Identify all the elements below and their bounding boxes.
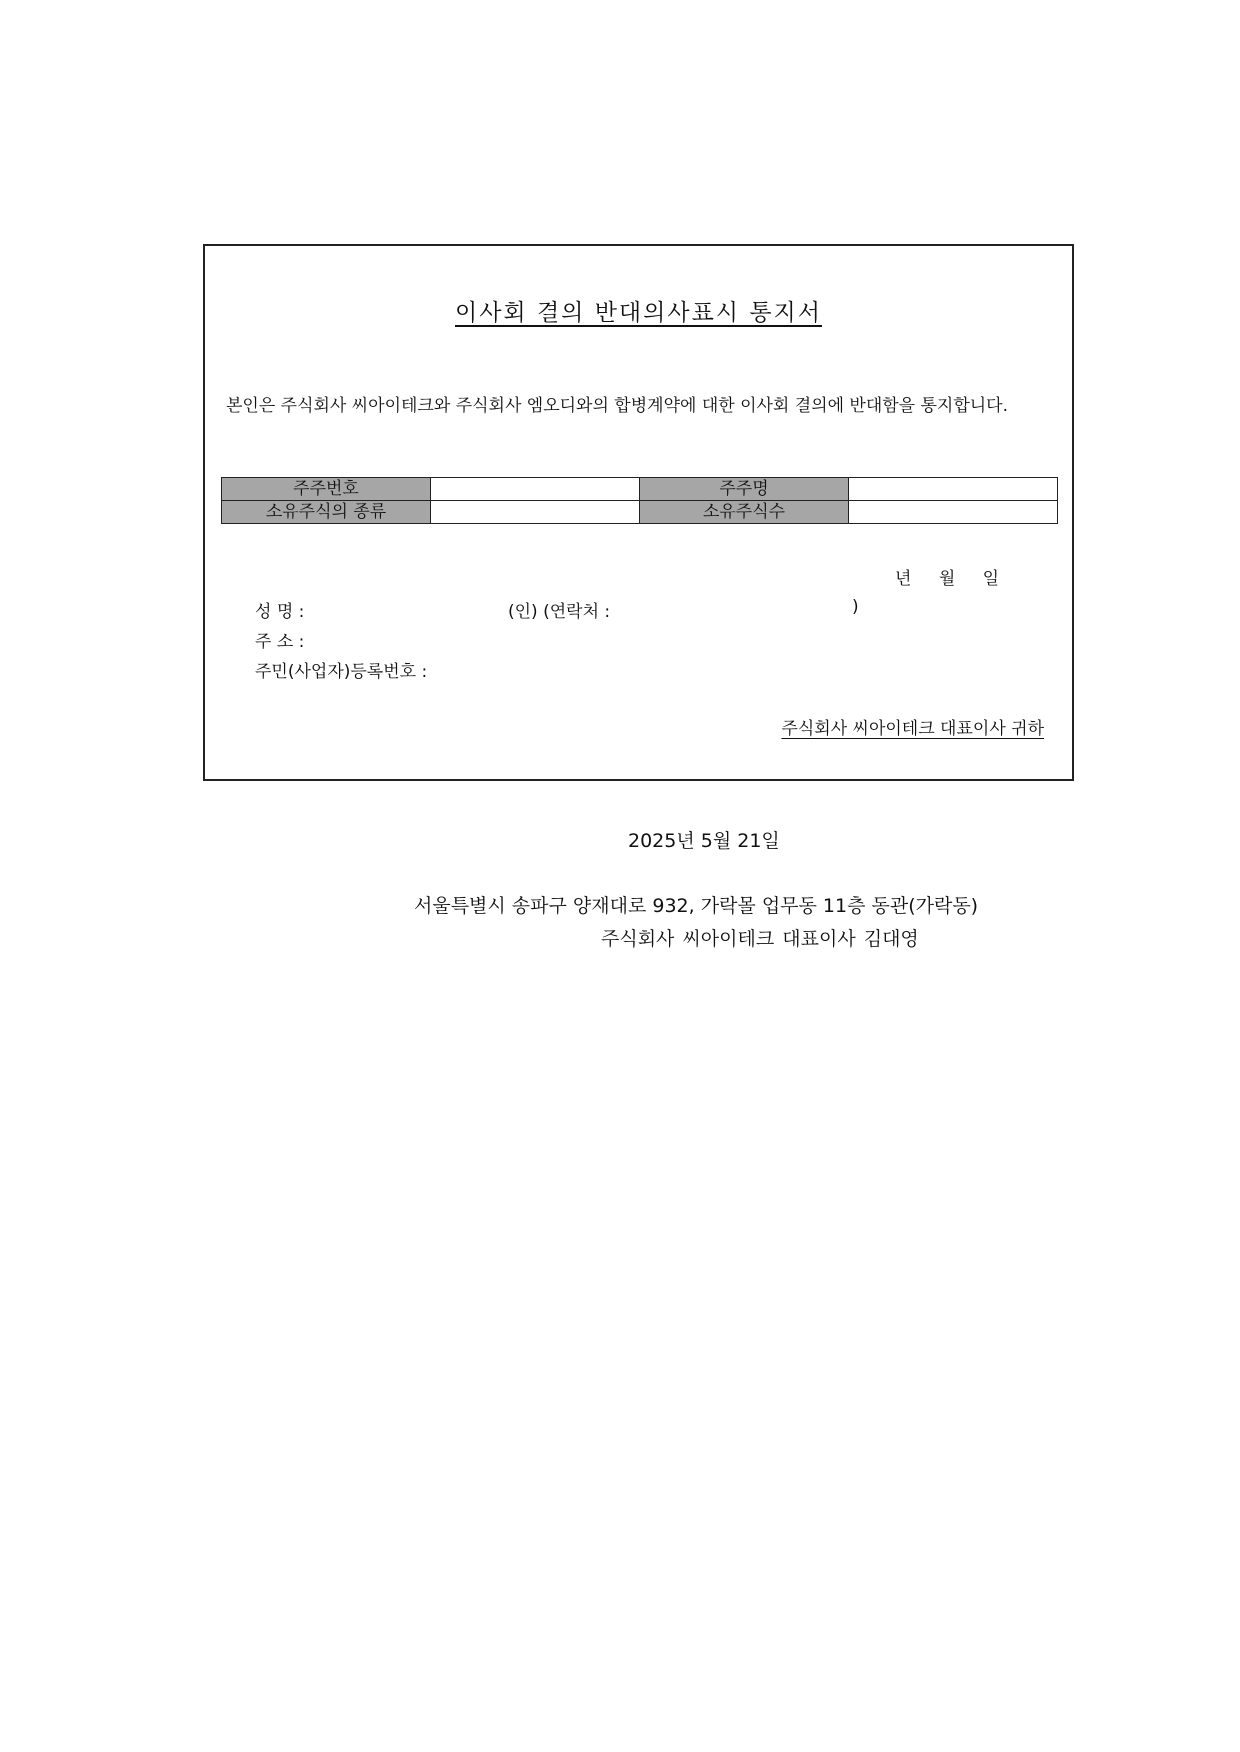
table-row: [222, 478, 1058, 501]
company-signature: 주식회사 씨아이테크 대표이사 김대영: [601, 928, 919, 950]
form-title: 이사회 결의 반대의사표시 통지서: [455, 300, 822, 326]
shareholder-name-label: 주주명: [640, 478, 849, 501]
shareholder-number-field[interactable]: [431, 478, 640, 501]
share-type-field[interactable]: [431, 501, 640, 524]
shareholder-info-table: [221, 477, 1058, 524]
table-row: [222, 501, 1058, 524]
date-blank: 년 월 일: [895, 569, 1000, 589]
form-title-wrap: [205, 294, 1072, 327]
shareholder-number-label: 주주번호: [222, 478, 431, 501]
seal-contact-label: (인) (연락처 :: [508, 602, 611, 622]
share-count-field[interactable]: [849, 501, 1058, 524]
share-type-label: 소유주식의 종류: [222, 501, 431, 524]
registration-number-label: 주민(사업자)등록번호 :: [255, 662, 428, 682]
objection-notice-form: [203, 244, 1074, 781]
contact-close-paren: ): [852, 597, 859, 617]
share-count-label: 소유주식수: [640, 501, 849, 524]
shareholder-name-field[interactable]: [849, 478, 1058, 501]
addressee: 주식회사 씨아이테크 대표이사 귀하: [781, 719, 1044, 739]
objection-statement: 본인은 주식회사 씨아이테크와 주식회사 엠오디와의 합병계약에 대한 이사회 결의에 반대함을 통지합니다.: [226, 396, 1009, 416]
company-address: 서울특별시 송파구 양재대로 932, 가락몰 업무동 11층 동관(가락동): [414, 895, 979, 917]
issue-date: 2025년 5월 21일: [628, 830, 780, 852]
address-label: 주 소 :: [255, 632, 305, 652]
name-label: 성 명 :: [255, 602, 305, 622]
